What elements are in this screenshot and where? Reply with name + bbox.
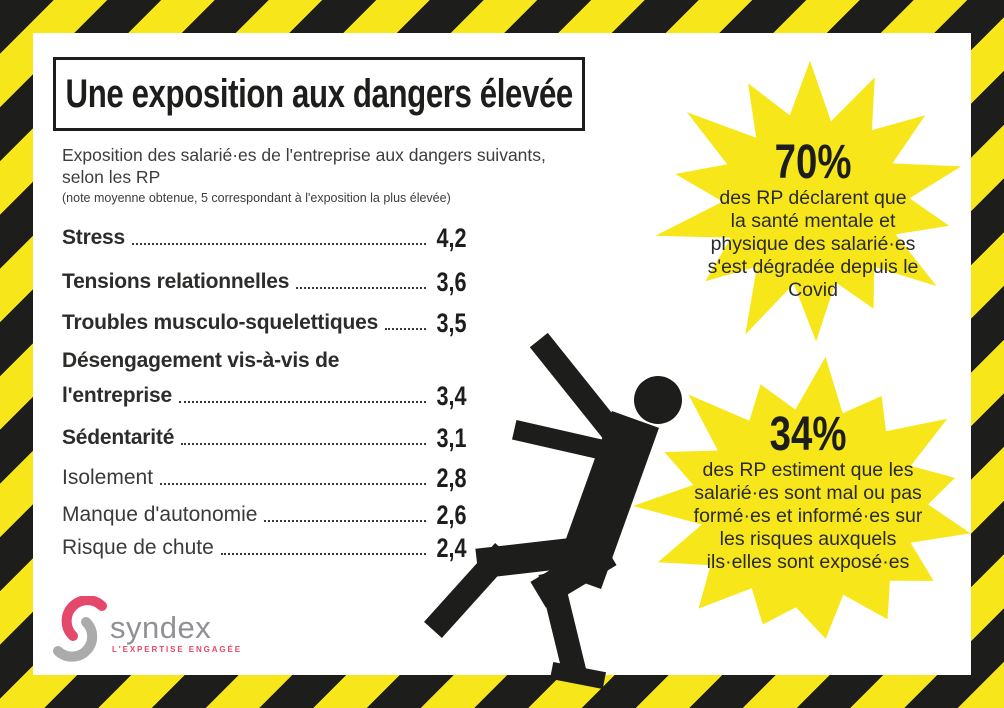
dotted-leader: [160, 483, 426, 485]
stat-callout-70: [648, 50, 978, 350]
danger-label: Manque d'autonomie: [62, 503, 258, 526]
intro-note: (note moyenne obtenue, 5 correspondant à l'exposition la plus élevée): [62, 191, 451, 205]
stat-line: ils·elles sont exposé·es: [706, 551, 910, 573]
danger-list: [62, 218, 467, 563]
danger-label: Tensions relationnelles: [62, 270, 290, 293]
logo-wordmark: syndex: [110, 610, 212, 645]
danger-value: 3,5: [436, 308, 467, 338]
stat-line: des RP déclarent que: [719, 186, 907, 209]
dotted-leader: [181, 443, 426, 445]
danger-row-sedentarite: [62, 423, 467, 453]
stat-line: Covid: [788, 278, 838, 301]
stat-line: les risques auxquels: [719, 528, 897, 550]
stat-text: [612, 340, 1004, 670]
stat-callout-34: [612, 340, 1004, 670]
danger-label: Troubles musculo-squelettiques: [62, 311, 379, 334]
danger-label: Stress: [62, 226, 126, 249]
syndex-s-icon: [52, 596, 108, 664]
danger-label: Sédentarité: [62, 426, 175, 449]
stat-percentage: 34%: [769, 408, 847, 461]
danger-row-tensions: [62, 267, 467, 297]
danger-row-isolement: [62, 463, 467, 493]
stat-line: s'est dégradée depuis le: [707, 255, 919, 278]
page-title: Une exposition aux dangers élevée: [65, 71, 573, 116]
danger-value: 4,2: [436, 223, 467, 253]
stat-line: salarié·es sont mal ou pas: [694, 482, 922, 504]
danger-row-desengagement: [62, 347, 467, 411]
danger-value: 3,6: [436, 267, 467, 297]
danger-row-tms: [62, 308, 467, 338]
danger-row-stress: [62, 223, 467, 253]
intro-line-1: Exposition des salarié·es de l'entreprise aux dangers suivants,: [62, 145, 546, 165]
danger-label-line-2-row: [62, 381, 467, 411]
danger-value: 3,4: [436, 381, 467, 411]
danger-value: 2,6: [436, 500, 467, 530]
danger-label: l'entreprise: [62, 384, 172, 407]
stat-line: des RP estiment que les: [702, 459, 914, 481]
logo-tagline: L'EXPERTISE ENGAGÉE: [112, 645, 243, 654]
danger-label: Isolement: [62, 466, 154, 489]
intro-text: [62, 144, 592, 206]
stat-line: la santé mentale et: [730, 209, 896, 232]
danger-row-chute: [62, 533, 467, 563]
stat-text: [648, 50, 978, 350]
syndex-logo: [52, 596, 272, 666]
danger-value: 2,4: [436, 533, 467, 563]
dotted-leader: [179, 401, 426, 403]
stat-line: formé·es et informé·es sur: [693, 505, 923, 527]
dotted-leader: [296, 287, 426, 289]
dotted-leader: [264, 520, 426, 522]
stat-percentage: 70%: [774, 135, 852, 189]
intro-line-2: selon les RP: [62, 167, 161, 187]
dotted-leader: [132, 243, 426, 245]
danger-value: 3,1: [436, 423, 467, 453]
danger-row-autonomie: [62, 500, 467, 530]
danger-label: Risque de chute: [62, 536, 214, 559]
dotted-leader: [221, 553, 427, 555]
danger-label-line-1: Désengagement vis-à-vis de: [62, 349, 340, 372]
stat-line: physique des salarié·es: [710, 232, 916, 255]
danger-value: 2,8: [436, 463, 467, 493]
title-box: [53, 57, 585, 131]
